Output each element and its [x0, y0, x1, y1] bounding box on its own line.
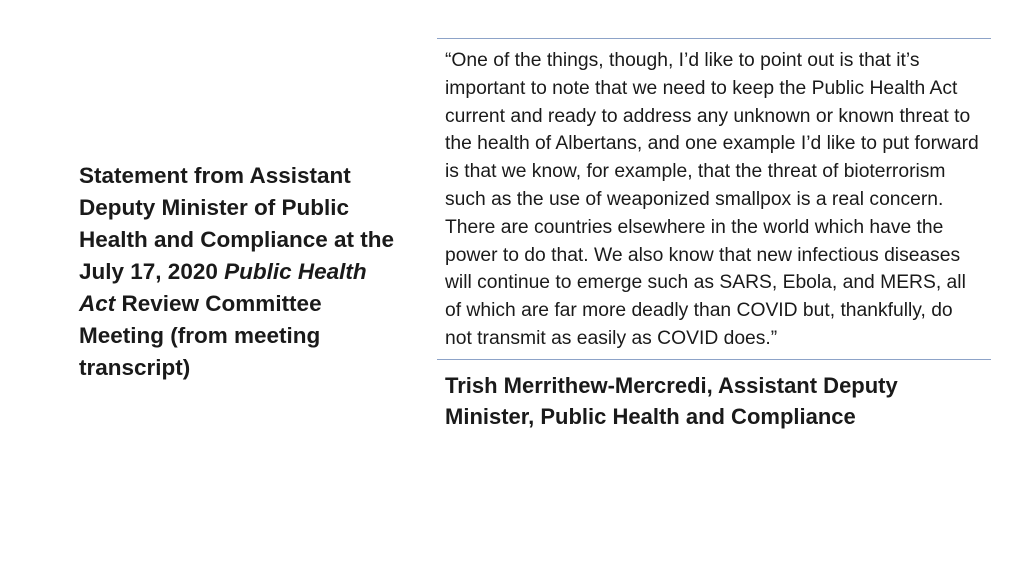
title-text-part1: Statement from Assistant Deputy Minister of Public Health and Compliance at the July 17, 2020	[79, 163, 395, 284]
title-italic-act-name: Public Health Act	[79, 259, 367, 316]
quote-table	[437, 38, 991, 432]
title-text-part2: Review Committee Meeting (from meeting transcript)	[79, 291, 322, 380]
quote-attribution: Trish Merrithew-Mercredi, Assistant Deputy Minister, Public Health and Compliance	[445, 372, 898, 429]
slide-title	[79, 160, 404, 384]
quote-text: “One of the things, though, I’d like to point out is that it’s important to note that we need to keep the Public Health Act current and ready to address any unknown or known threat to the health of Albertans, and one example I’d like to put forward is that we know, for example, that the threat of bioterrorism such as the use of weaponized smallpox is a real concern. There are countries elsewhere in the world which have the power to do that. We also know that new infectious diseases will continue to emerge such as SARS, Ebola, and MERS, all of which are far more deadly than COVID but, thankfully, do not transmit as easily as COVID does.”	[445, 50, 979, 349]
